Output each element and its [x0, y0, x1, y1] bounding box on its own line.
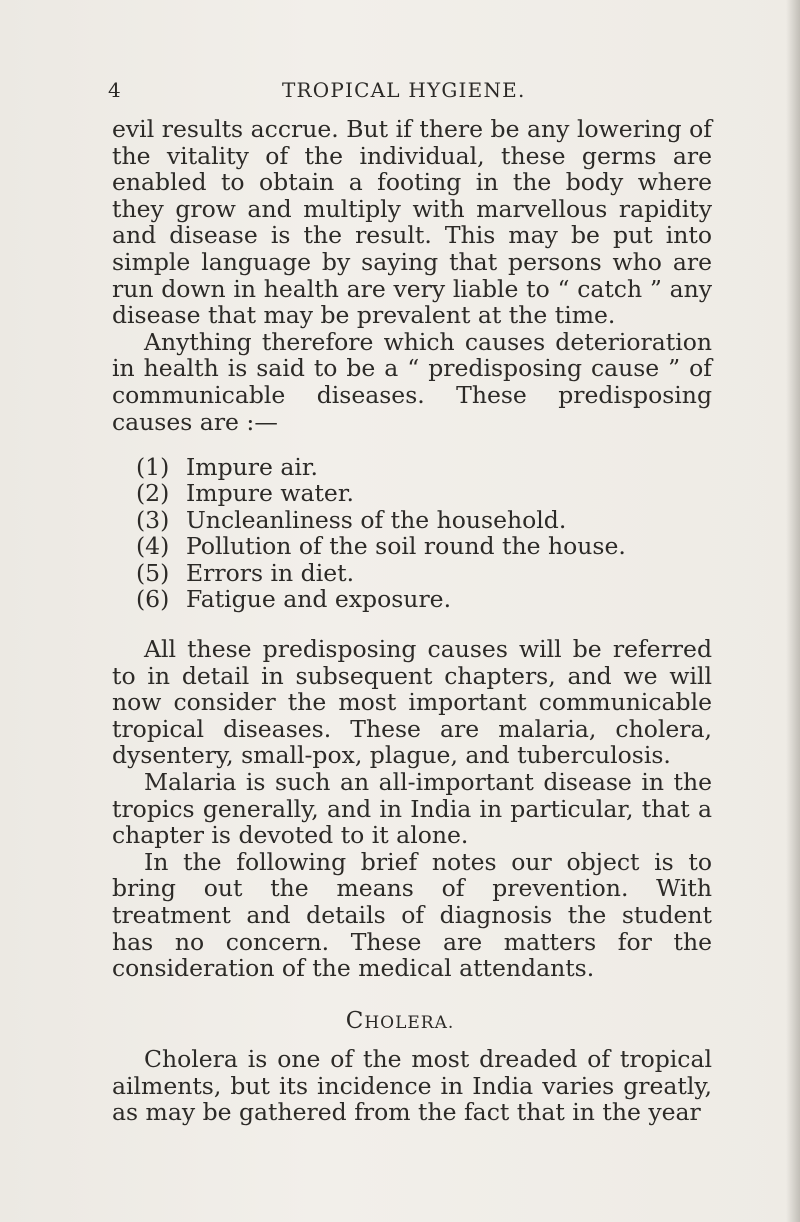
list-item-number: (2) [136, 479, 170, 508]
list-item-number: (6) [136, 585, 170, 614]
list-item-text: Pollution of the soil round the house. [186, 532, 626, 561]
page-header [0, 78, 800, 108]
section-heading-cholera [0, 1008, 800, 1034]
paragraph: All these predisposing causes will be referred to in detail in subsequent chapters, and we will now consider the most important communicable tropical diseases. These are malaria, cholera, dysentery, small-pox, plague, and tuberculosis. [112, 635, 712, 770]
list-item [136, 586, 696, 612]
list-item [136, 507, 696, 533]
heading-small-caps: HOLERA. [364, 1013, 455, 1033]
list-item-number: (4) [136, 532, 170, 561]
list-item-number: (1) [136, 453, 170, 481]
list-item-number: (5) [136, 558, 170, 587]
page-number: 4 [108, 78, 122, 102]
running-head: TROPICAL HYGIENE. [282, 78, 526, 102]
list-item [136, 560, 696, 586]
paragraph: Malaria is such an all-important disease in the tropics generally, and in India in particular, that a chapter is devoted to it alone. [112, 767, 712, 850]
list-item-text: Errors in diet. [186, 558, 355, 587]
predisposing-causes-list [136, 454, 696, 612]
list-item [136, 454, 696, 480]
list-item [136, 533, 696, 559]
list-item-text: Impure water. [186, 479, 354, 508]
list-item-text: Fatigue and exposure. [186, 585, 452, 614]
list-item-text: Uncleanliness of the household. [186, 505, 567, 534]
list-item [136, 480, 696, 506]
page-edge-shadow [786, 0, 800, 1222]
paragraph: Cholera is one of the most dreaded of tropical ailments, but its incidence in India varies greatly, as may be gathered from the fact that in the year [112, 1045, 712, 1127]
paragraph: In the following brief notes our object is to bring out the means of prevention. With treatment and details of diagnosis the student has no concern. These are matters for the consideration of the medical attendants. [112, 847, 712, 983]
text-block-middle [112, 636, 712, 982]
heading-initial: C [345, 1008, 365, 1034]
list-item-number: (3) [136, 505, 170, 534]
paragraph: Anything therefore which causes deterioration in health is said to be a “ predisposing cause ” of communicable diseases. These predisposing causes are :— [112, 327, 712, 436]
text-block-top [112, 116, 712, 435]
text-block-bottom [112, 1046, 712, 1126]
paragraph: evil results accrue. But if there be any lowering of the vitality of the individual, these germs are enabled to obtain a footing in the body where they grow and multiply with marvellous rapidity and disease is the result. This may be put into simple language by saying that persons who are run down in health are very liable to “ catch ” any disease that may be prevalent at the time. [112, 115, 712, 330]
list-item-text: Impure air. [186, 453, 319, 481]
